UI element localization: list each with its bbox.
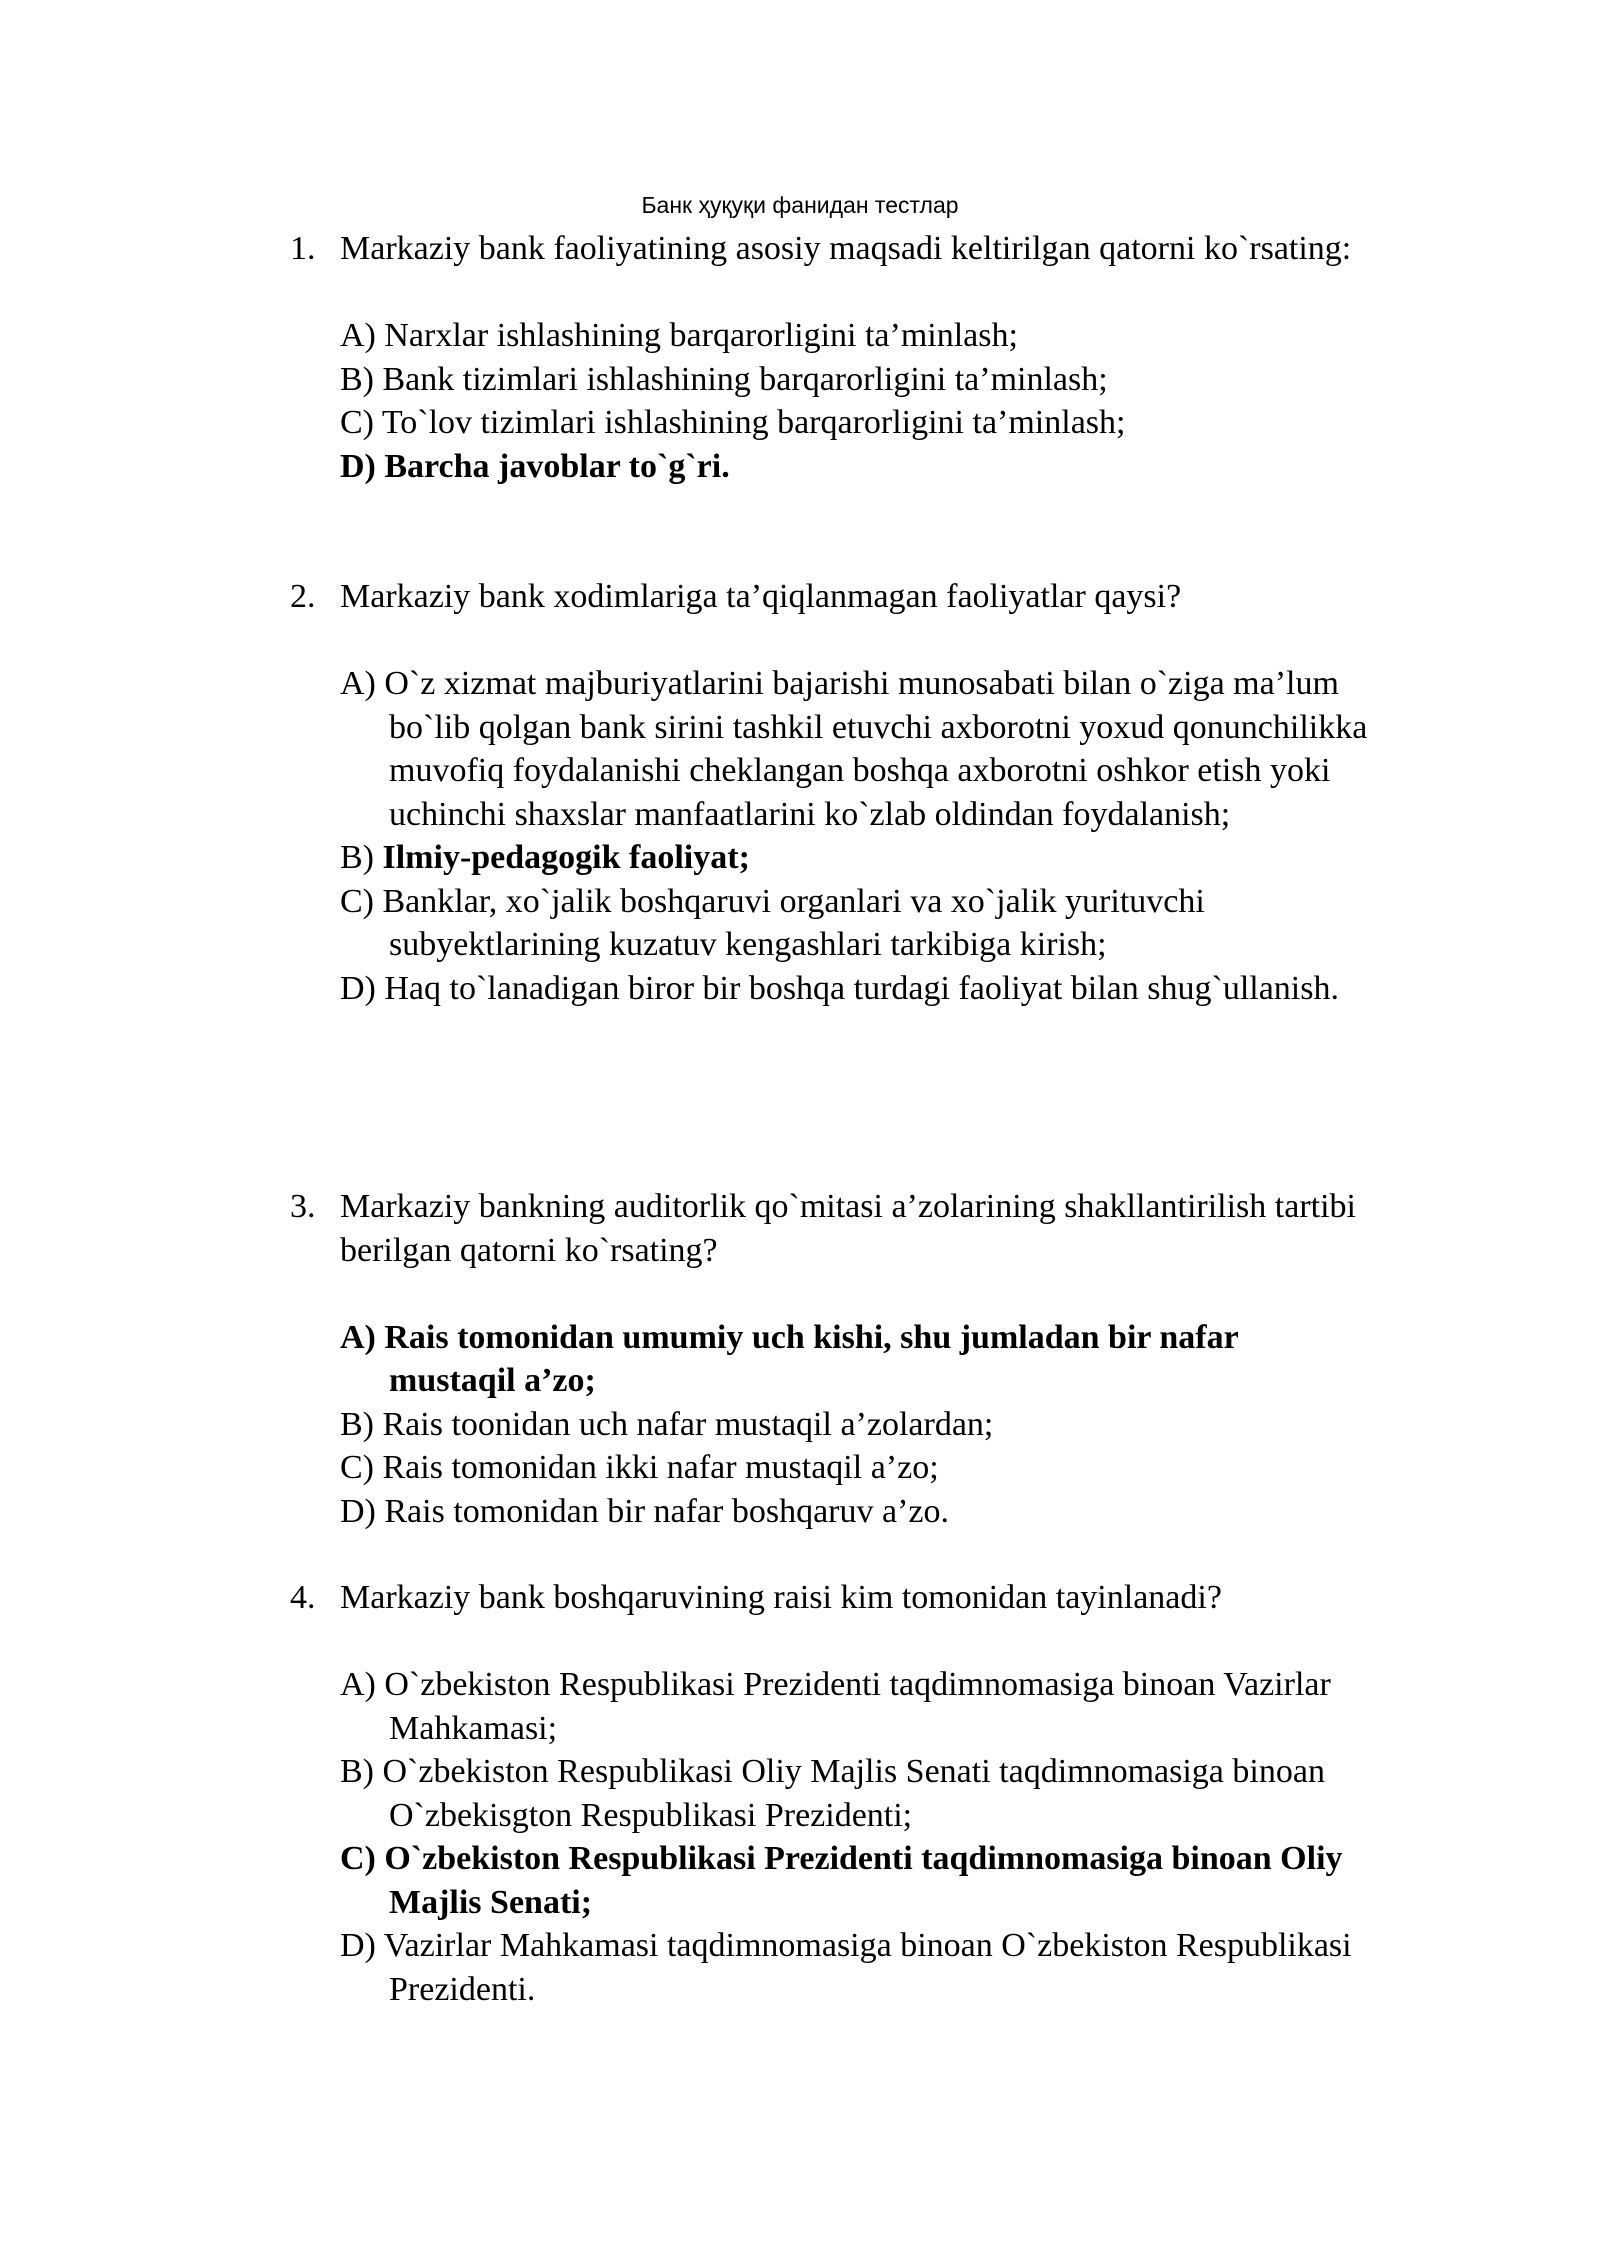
- answer-options: [340, 314, 1370, 488]
- option-a: A) O`z xizmat majburiyatlarini bajarishi munosabati bilan o`ziga ma’lum bo`lib qolgan bank sirini tashkil etuvchi axborotni yoxud qonunchilikka muvofiq foydalanishi cheklangan boshqa axborotni oshkor etish yoki uchinchi shaxslar manfaatlarini ko`zlab oldindan foydalanish;: [340, 665, 1368, 833]
- option-text: Ilmiy-pedagogik faoliyat;: [382, 839, 750, 876]
- option-c: C) To`lov tizimlari ishlashining barqarorligini ta’minlash;: [340, 404, 1126, 441]
- option-letter: B): [340, 839, 383, 876]
- option-a: A) O`zbekiston Respublikasi Prezidenti taqdimnomasiga binoan Vazirlar Mahkamasi;: [340, 1666, 1331, 1747]
- question-2: [290, 575, 1370, 1010]
- option-c: C) Rais tomonidan ikki nafar mustaqil a’zo;: [340, 1449, 939, 1486]
- question-1: [290, 227, 1370, 488]
- question-number: 2.: [290, 578, 316, 615]
- option-a-correct: A) Rais tomonidan umumiy uch kishi, shu jumladan bir nafar mustaqil a’zo;: [340, 1318, 1239, 1399]
- question-number: 4.: [290, 1579, 316, 1616]
- option-b-correct: [340, 836, 1370, 880]
- option-b: B) O`zbekiston Respublikasi Oliy Majlis Senati taqdimnomasiga binoan O`zbekisgton Respublikasi Prezidenti;: [340, 1753, 1325, 1834]
- option-a: A) Narxlar ishlashining barqarorligini ta’minlash;: [340, 317, 1018, 354]
- option-c: C) Banklar, xo`jalik boshqaruvi organlari va xo`jalik yurituvchi subyektlarining kuzatuv kengashlari tarkibiga kirish;: [340, 882, 1205, 963]
- option-b: B) Rais toonidan uch nafar mustaqil a’zolardan;: [340, 1405, 994, 1443]
- question-4: [290, 1576, 1370, 2011]
- question-3: [290, 1185, 1370, 1533]
- option-d: D) Vazirlar Mahkamasi taqdimnomasiga binoan O`zbekiston Respublikasi Prezidenti.: [340, 1927, 1352, 2008]
- question-text: Markaziy bankning auditorlik qo`mitasi a’zolarining shakllantirilish tartibi berilgan qatorni ko`rsating?: [340, 1188, 1356, 1269]
- option-d: D) Rais tomonidan bir nafar boshqaruv a’zo.: [340, 1492, 949, 1530]
- option-d-correct: D) Barcha javoblar to`g`ri.: [340, 447, 730, 485]
- option-d: D) Haq to`lanadigan biror bir boshqa turdagi faoliyat bilan shug`ullanish.: [340, 969, 1339, 1007]
- question-number: 3.: [290, 1188, 316, 1225]
- option-c-correct: C) O`zbekiston Respublikasi Prezidenti taqdimnomasiga binoan Oliy Majlis Senati;: [340, 1840, 1343, 1921]
- question-text: Markaziy bank boshqaruvining raisi kim tomonidan tayinlanadi?: [340, 1579, 1222, 1616]
- option-b: B) Bank tizimlari ishlashining barqarorligini ta’minlash;: [340, 360, 1108, 398]
- answer-options: [340, 1663, 1370, 2011]
- answer-options: [340, 1316, 1370, 1534]
- answer-options: [340, 662, 1370, 1010]
- page-header: Банк ҳуқуқи фанидан тестлар: [641, 192, 959, 218]
- question-text: Markaziy bank faoliyatining asosiy maqsadi keltirilgan qatorni ko`rsating:: [340, 230, 1352, 267]
- question-number: 1.: [290, 230, 316, 267]
- question-text: Markaziy bank xodimlariga ta’qiqlanmagan faoliyatlar qaysi?: [340, 578, 1182, 615]
